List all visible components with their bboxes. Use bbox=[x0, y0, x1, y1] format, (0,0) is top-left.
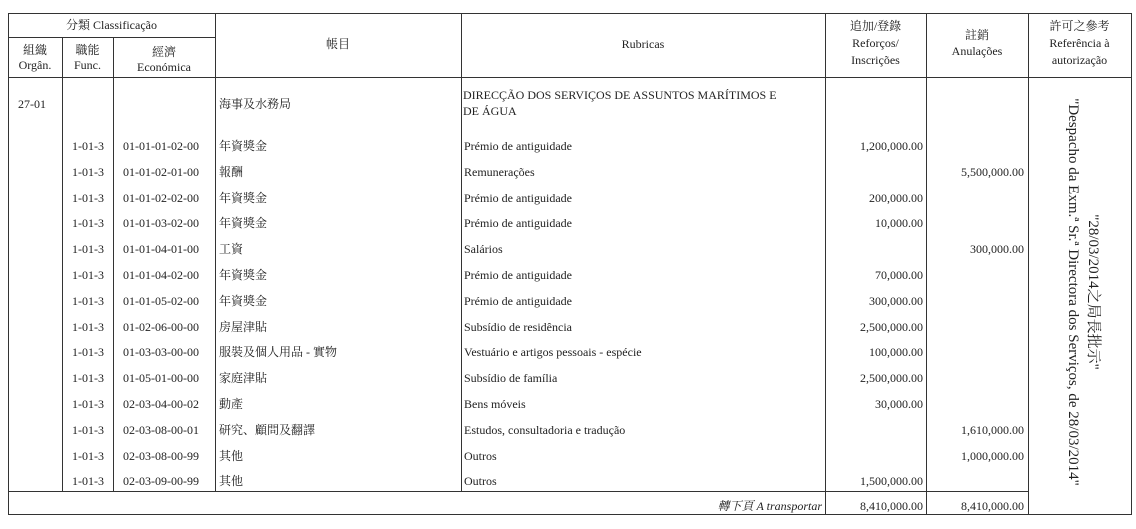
col-border-right bbox=[1131, 13, 1132, 515]
organ-code: 27-01 bbox=[18, 97, 46, 111]
row-anulacao-value: 300,000.00 bbox=[970, 242, 1024, 256]
row-account-zh: 年資獎金 bbox=[219, 268, 268, 282]
row-rubrica-pt: Outros bbox=[464, 449, 497, 463]
row-reforco-value: 70,000.00 bbox=[875, 268, 923, 282]
row-rubrica-pt: Vestuário e artigos pessoais - espécie bbox=[464, 345, 642, 359]
row-eco-code: 01-03-03-00-00 bbox=[123, 345, 199, 359]
organ-name-pt1: DIRECÇÃO DOS SERVIÇOS DE ASSUNTOS MARÍTIMOS E bbox=[463, 88, 777, 102]
header-bottom-border bbox=[8, 77, 1131, 78]
header-referencia-zh: 許可之參考 bbox=[1049, 19, 1110, 33]
col-border-left bbox=[8, 13, 9, 515]
organ-name-zh: 海事及水務局 bbox=[219, 97, 292, 111]
row-func-code: 1-01-3 bbox=[72, 294, 104, 308]
row-eco-code: 01-01-05-02-00 bbox=[123, 294, 199, 308]
row-func-code: 1-01-3 bbox=[72, 165, 104, 179]
row-reforco-value: 30,000.00 bbox=[875, 397, 923, 411]
row-account-zh: 年資獎金 bbox=[219, 216, 268, 230]
header-reforcos-pt2: Inscrições bbox=[851, 53, 900, 67]
header-funcional-zh: 職能 bbox=[75, 43, 100, 57]
row-account-zh: 動產 bbox=[219, 397, 244, 411]
header-economica-pt: Económica bbox=[137, 60, 191, 74]
col-border-eco bbox=[215, 13, 216, 491]
header-organica-zh: 組織 bbox=[22, 43, 47, 57]
row-eco-code: 01-01-04-02-00 bbox=[123, 268, 199, 282]
row-func-code: 1-01-3 bbox=[72, 242, 104, 256]
row-func-code: 1-01-3 bbox=[72, 191, 104, 205]
row-rubrica-pt: Outros bbox=[464, 474, 497, 488]
header-rubricas: Rubricas bbox=[621, 37, 665, 51]
row-func-code: 1-01-3 bbox=[72, 397, 104, 411]
row-func-code: 1-01-3 bbox=[72, 449, 104, 463]
row-reforco-value: 2,500,000.00 bbox=[860, 371, 923, 385]
header-referencia-pt2: autorização bbox=[1051, 53, 1108, 67]
totals-reforcos: 8,410,000.00 bbox=[860, 499, 923, 513]
row-account-zh: 年資獎金 bbox=[219, 191, 268, 205]
row-eco-code: 02-03-04-00-02 bbox=[123, 397, 199, 411]
row-rubrica-pt: Prémio de antiguidade bbox=[464, 139, 572, 153]
row-eco-code: 01-01-03-02-00 bbox=[123, 216, 199, 230]
totals-top-border bbox=[8, 491, 1028, 492]
row-func-code: 1-01-3 bbox=[72, 474, 104, 488]
row-func-code: 1-01-3 bbox=[72, 268, 104, 282]
row-reforco-value: 1,200,000.00 bbox=[860, 139, 923, 153]
header-anulacoes-pt: Anulações bbox=[951, 44, 1003, 58]
row-eco-code: 01-01-04-01-00 bbox=[123, 242, 199, 256]
row-eco-code: 02-03-08-00-99 bbox=[123, 449, 199, 463]
row-rubrica-pt: Prémio de antiguidade bbox=[464, 191, 572, 205]
header-classificacao: 分類 Classificação bbox=[66, 18, 157, 32]
row-eco-code: 01-01-02-01-00 bbox=[123, 165, 199, 179]
header-funcional-pt: Func. bbox=[74, 58, 101, 72]
table-bottom-border bbox=[8, 514, 1131, 515]
row-reforco-value: 10,000.00 bbox=[875, 216, 923, 230]
row-reforco-value: 1,500,000.00 bbox=[860, 474, 923, 488]
row-func-code: 1-01-3 bbox=[72, 345, 104, 359]
row-account-zh: 工資 bbox=[219, 242, 244, 256]
header-reforcos-zh: 追加/登錄 bbox=[849, 19, 902, 33]
row-account-zh: 服裝及個人用品 - 實物 bbox=[219, 345, 337, 359]
row-account-zh: 房屋津貼 bbox=[219, 320, 268, 334]
col-border-func bbox=[113, 37, 114, 491]
row-rubrica-pt: Prémio de antiguidade bbox=[464, 294, 572, 308]
row-account-zh: 家庭津貼 bbox=[219, 371, 268, 385]
row-func-code: 1-01-3 bbox=[72, 371, 104, 385]
row-anulacao-value: 5,500,000.00 bbox=[961, 165, 1024, 179]
row-account-zh: 其他 bbox=[219, 449, 244, 463]
col-border-reforcos bbox=[926, 13, 927, 515]
row-account-zh: 研究、顧問及翻譯 bbox=[219, 423, 316, 437]
row-rubrica-pt: Subsídio de família bbox=[464, 371, 558, 385]
row-rubrica-pt: Prémio de antiguidade bbox=[464, 216, 572, 230]
col-border-rubricas bbox=[825, 13, 826, 515]
header-referencia-pt1: Referência à bbox=[1049, 36, 1110, 50]
row-eco-code: 01-02-06-00-00 bbox=[123, 320, 199, 334]
header-anulacoes-zh: 註銷 bbox=[964, 28, 989, 42]
row-func-code: 1-01-3 bbox=[72, 320, 104, 334]
row-rubrica-pt: Bens móveis bbox=[464, 397, 526, 411]
header-organica-pt: Orgân. bbox=[18, 58, 52, 72]
col-border-anulacoes bbox=[1028, 13, 1029, 515]
row-anulacao-value: 1,000,000.00 bbox=[961, 449, 1024, 463]
totals-anulacoes: 8,410,000.00 bbox=[961, 499, 1024, 513]
row-func-code: 1-01-3 bbox=[72, 216, 104, 230]
row-func-code: 1-01-3 bbox=[72, 139, 104, 153]
row-eco-code: 02-03-09-00-99 bbox=[123, 474, 199, 488]
classification-divider bbox=[8, 37, 215, 38]
authorization-line1: "28/03/2014之局長批示" bbox=[1085, 214, 1101, 370]
row-reforco-value: 100,000.00 bbox=[869, 345, 923, 359]
row-eco-code: 01-01-02-02-00 bbox=[123, 191, 199, 205]
row-account-zh: 其他 bbox=[219, 474, 244, 488]
row-rubrica-pt: Prémio de antiguidade bbox=[464, 268, 572, 282]
totals-label: 轉下頁 A transportar bbox=[717, 499, 822, 513]
row-reforco-value: 200,000.00 bbox=[869, 191, 923, 205]
organ-name-pt2: DE ÁGUA bbox=[463, 104, 517, 118]
row-account-zh: 年資獎金 bbox=[219, 294, 268, 308]
row-rubrica-pt: Estudos, consultadoria e tradução bbox=[464, 423, 626, 437]
row-func-code: 1-01-3 bbox=[72, 423, 104, 437]
header-contas: 帳目 bbox=[325, 37, 350, 51]
row-rubrica-pt: Subsídio de residência bbox=[464, 320, 572, 334]
authorization-line2: "Despacho da Exm.ª Sr.ª Directora dos Serviços, de 28/03/2014" bbox=[1065, 98, 1081, 486]
row-anulacao-value: 1,610,000.00 bbox=[961, 423, 1024, 437]
row-eco-code: 01-05-01-00-00 bbox=[123, 371, 199, 385]
row-account-zh: 報酬 bbox=[219, 165, 244, 179]
row-eco-code: 02-03-08-00-01 bbox=[123, 423, 199, 437]
header-reforcos-pt1: Reforços/ bbox=[852, 36, 899, 50]
col-border-contas bbox=[461, 13, 462, 491]
row-eco-code: 01-01-01-02-00 bbox=[123, 139, 199, 153]
col-border-org bbox=[62, 37, 63, 491]
row-rubrica-pt: Salários bbox=[464, 242, 503, 256]
row-rubrica-pt: Remunerações bbox=[464, 165, 535, 179]
row-reforco-value: 2,500,000.00 bbox=[860, 320, 923, 334]
row-reforco-value: 300,000.00 bbox=[869, 294, 923, 308]
header-economica-zh: 經濟 bbox=[151, 45, 176, 59]
table-top-border bbox=[8, 13, 1131, 14]
row-account-zh: 年資獎金 bbox=[219, 139, 268, 153]
